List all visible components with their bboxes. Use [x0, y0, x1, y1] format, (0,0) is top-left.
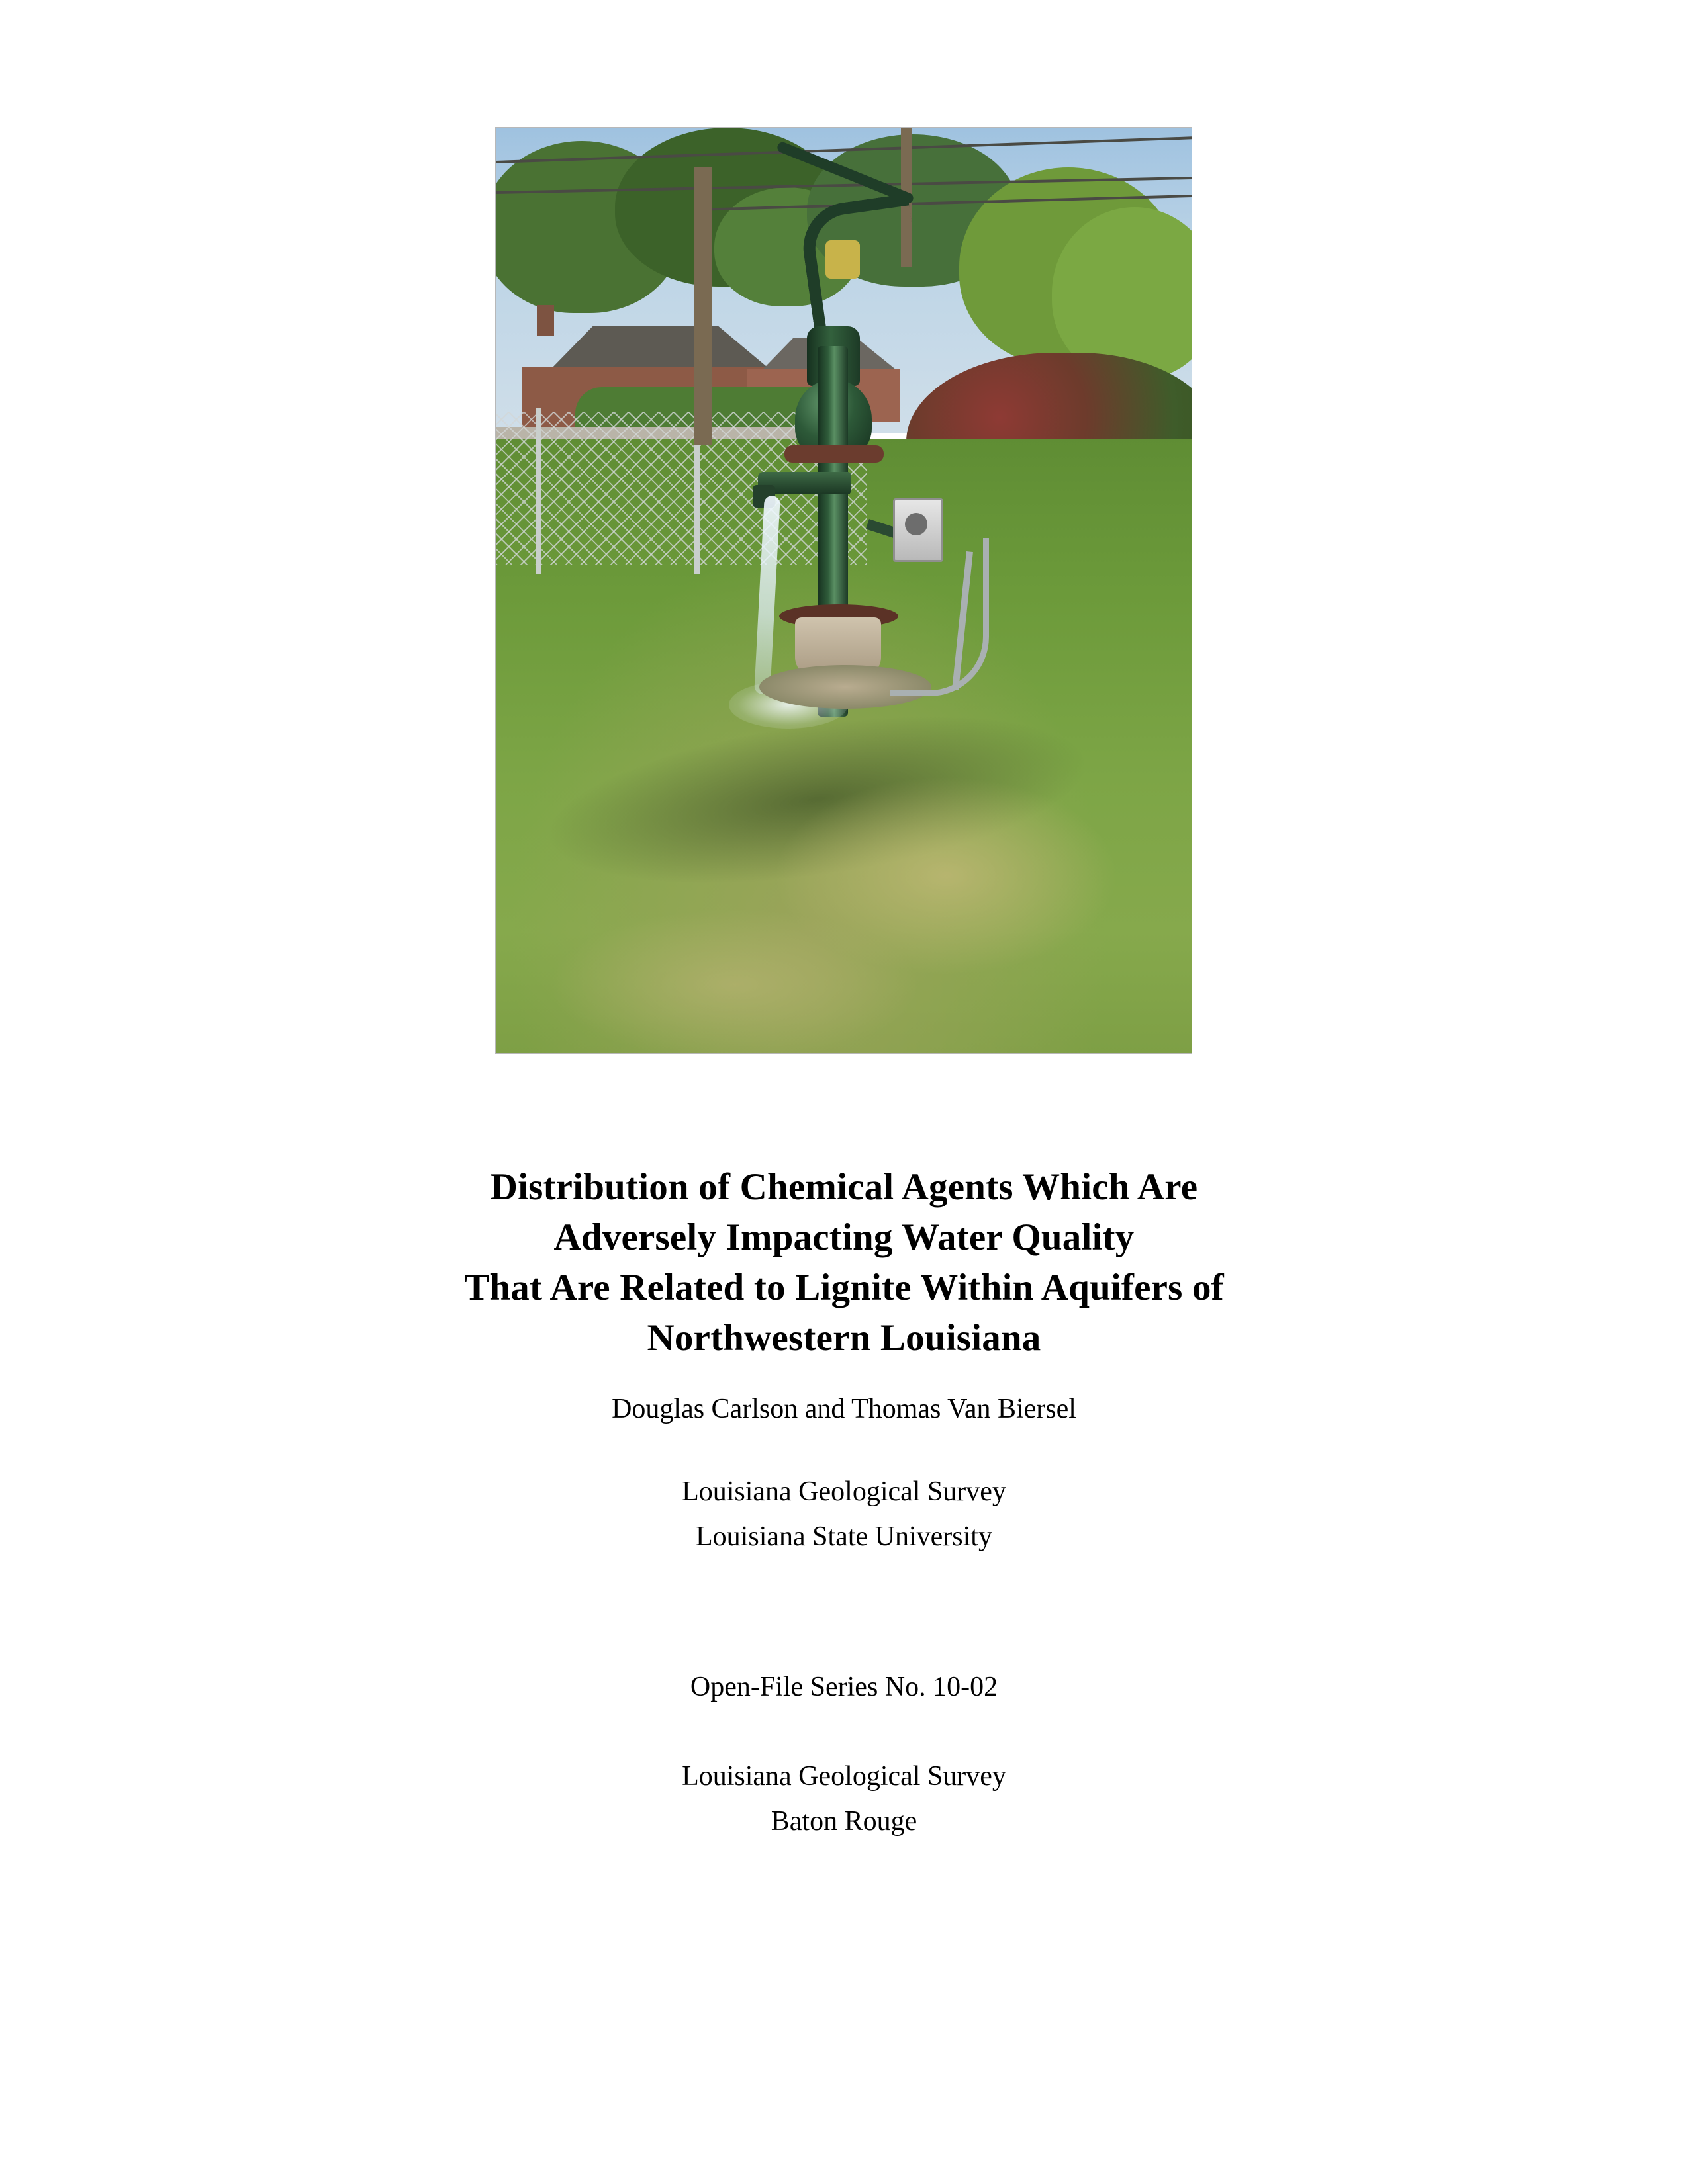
- affiliation-line: Louisiana Geological Survey: [682, 1477, 1006, 1507]
- lawn-dry-patch: [549, 909, 919, 1054]
- flow-meter-dial: [905, 513, 927, 535]
- page-title-line: That Are Related to Lignite Within Aquifers of: [464, 1267, 1224, 1309]
- chimney: [537, 305, 554, 336]
- publisher-line: Louisiana Geological Survey: [682, 1761, 1006, 1792]
- pump-pivot: [825, 240, 860, 279]
- discharge-hose: [890, 538, 989, 696]
- series-number: Open-File Series No. 10-02: [690, 1672, 998, 1702]
- hand-pump-photo: [495, 127, 1192, 1054]
- publisher: [281, 1754, 1407, 1844]
- authors: Douglas Carlson and Thomas Van Biersel: [612, 1394, 1076, 1424]
- utility-pole: [694, 167, 712, 445]
- publisher-line: Baton Rouge: [771, 1806, 917, 1837]
- page-title: [281, 1162, 1407, 1363]
- page-title-line: Northwestern Louisiana: [647, 1317, 1041, 1359]
- affiliation: [281, 1469, 1407, 1559]
- pump-flange: [784, 445, 884, 463]
- page-title-line: Distribution of Chemical Agents Which Are: [490, 1166, 1198, 1208]
- cover-photo-container: [495, 127, 1192, 1054]
- affiliation-line: Louisiana State University: [696, 1522, 992, 1552]
- page-title-line: Adversely Impacting Water Quality: [553, 1216, 1135, 1259]
- fence-post: [536, 408, 541, 574]
